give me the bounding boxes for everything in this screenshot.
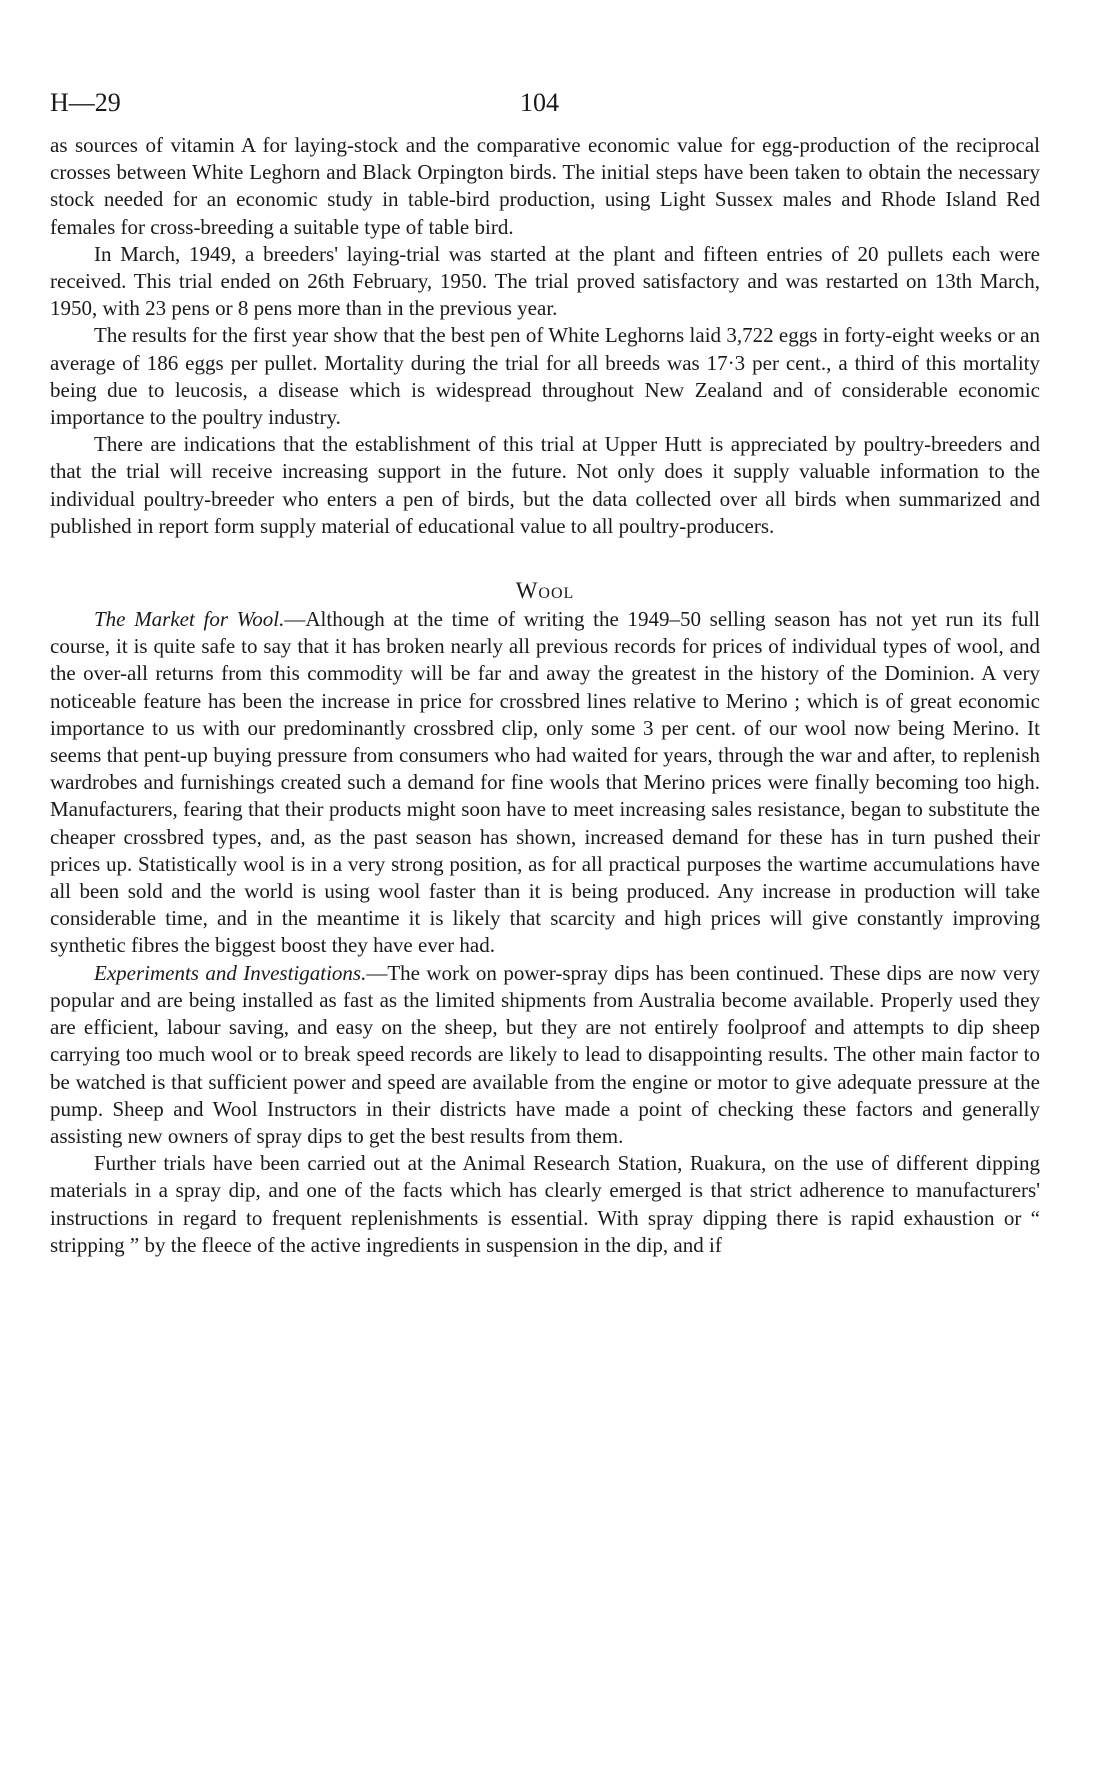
page-number: 104: [520, 88, 559, 117]
paragraph-experiments: [50, 960, 1040, 1150]
paragraph-further-trials: Further trials have been carried out at the Animal Research Station, Ruakura, on the use of different dipping materials in a spray dip, and one of the facts which has clearly emerged is that strict adherence to manufacturers' instructions in regard to frequent replenishments is essential. With spray dipping there is rapid exhaustion or “ stripping ” by the fleece of the active ingredients in suspension in the dip, and if: [50, 1151, 1040, 1257]
subheading-experiments: Experiments and Investigations.: [94, 960, 367, 985]
market-for-wool-text: —Although at the time of writing the 1949–50 selling season has not yet run its full course, it is quite safe to say that it has broken nearly all previous records for prices of individual types of wool, and the over-all returns from this commodity will be far and away the greatest in the history of the Dominion. A very noticeable feature has been the increase in price for crossbred lines relative to Merino ; which is of great economic importance to us with our predominantly crossbred clip, only some 3 per cent. of our wool now being Merino. It seems that pent-up buying pressure from consumers who had waited for years, through the war and after, to replenish wardrobes and furnishings created such a demand for fine wools that Merino prices were finally becoming too high. Manufacturers, fearing that their products might soon have to meet increasing sales resistance, began to substitute the cheaper crossbred types, and, as the past season has shown, increased demand for these has in turn pushed their prices up. Statistically wool is in a very strong position, as for all practical purposes the wartime accumulations have all been sold and the world is using wool faster than it is being produced. Any increase in production will take considerable time, and in the meantime it is likely that scarcity and high prices will give constantly improving synthetic fibres the biggest boost they have ever had.: [50, 607, 1040, 958]
experiments-text: —The work on power-spray dips has been continued. These dips are now very popular and are being installed as fast as the limited shipments from Australia become available. Properly used they are efficient, labour saving, and easy on the sheep, but they are not entirely foolproof and attempts to dip sheep carrying too much wool or to break speed records are likely to lead to disappointing results. The other main factor to be watched is that sufficient power and speed are available from the engine or motor to give adequate pressure at the pump. Sheep and Wool Instructors in their districts have made a point of checking these factors and generally assisting new owners of spray dips to get the best results from them.: [50, 960, 1040, 1148]
paragraph-laying-trial: In March, 1949, a breeders' laying-trial was started at the plant and fifteen entries of 20 pullets each were received. This trial ended on 26th February, 1950. The trial proved satisfactory and was restarted on 13th March, 1950, with 23 pens or 8 pens more than in the previous year.: [50, 241, 1040, 321]
paragraph-indications: There are indications that the establishment of this trial at Upper Hutt is appreciated by poultry-breeders and that the trial will receive increasing support in the future. Not only does it supply valuable information to the individual poultry-breeder who enters a pen of birds, but the data collected over all birds when summarized and published in report form supply material of educational value to all poultry-producers.: [50, 432, 1040, 538]
paragraph-vitamin-a: as sources of vitamin A for laying-stock and the comparative economic value for egg-production of the reciprocal crosses between White Leghorn and Black Orpington birds. The initial steps have been taken to obtain the necessary stock needed for an economic study in table-bird production, using Light Sussex males and Rhode Island Red females for cross-breeding a suitable type of table bird.: [50, 133, 1040, 239]
section-title-wool: Wool: [515, 578, 575, 604]
document-page: [50, 60, 1040, 1259]
paragraph-results: The results for the first year show that the best pen of White Leghorns laid 3,722 eggs in forty-eight weeks or an average of 186 eggs per pullet. Mortality during the trial for all breeds was 17·3 per cent., a third of this mortality being due to leucosis, a disease which is widespread throughout New Zealand and of considerable economic importance to the poultry industry.: [50, 323, 1040, 430]
document-reference: H—29: [50, 88, 121, 117]
page-header: [50, 60, 1040, 120]
subheading-market-for-wool: The Market for Wool.: [94, 607, 285, 632]
paragraph-market-for-wool: [50, 606, 1040, 960]
